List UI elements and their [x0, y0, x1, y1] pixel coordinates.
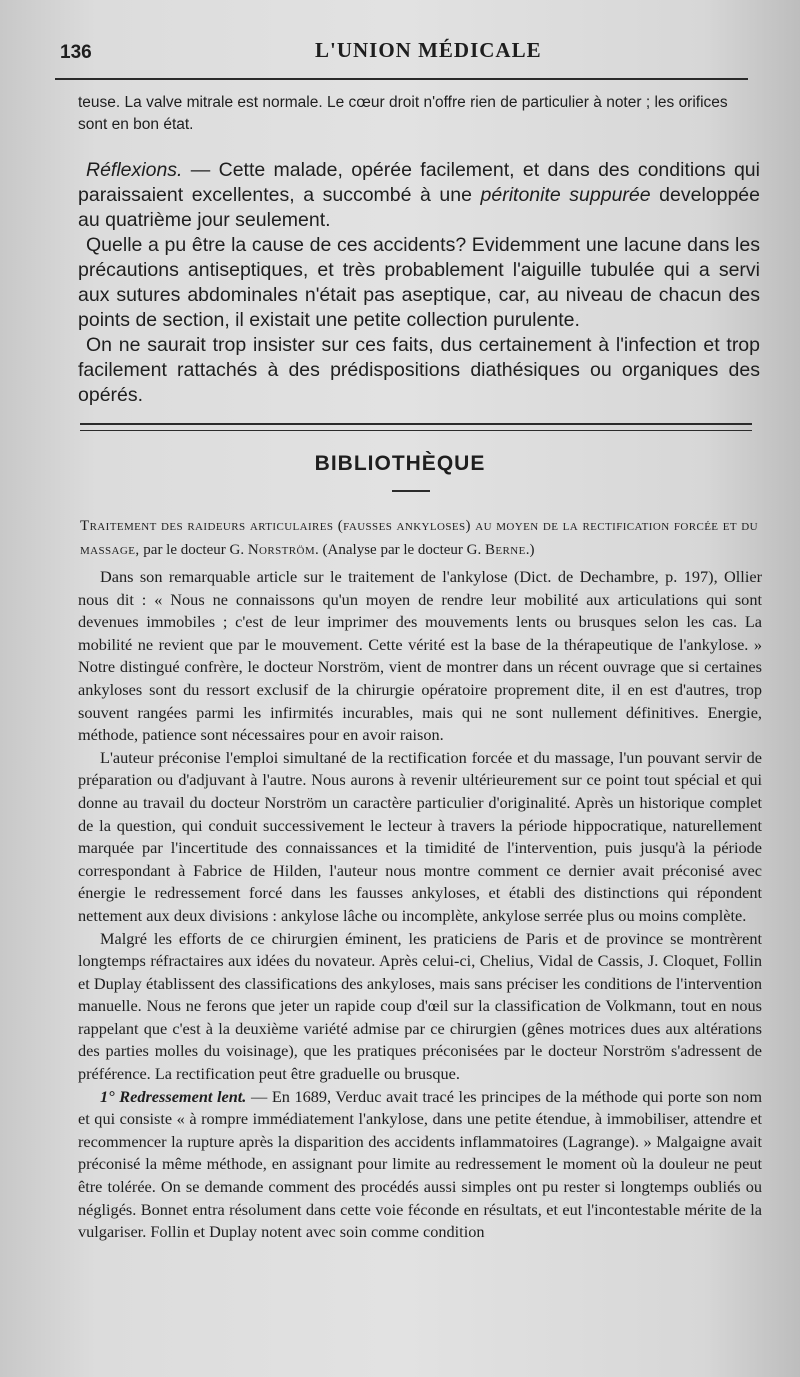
article-heading-byline: par le docteur G. — [139, 542, 248, 558]
reflexions-paragraph-2: Quelle a pu être la cause de ces accidents? Evidemment une lacune dans les précautions antiseptiques, et très probablement l'aiguille tubulée qui a servi aux sutures abdominales n'était pas aseptique, car, au niveau de chacun des points de section, il existait une petite collection purulente. — [78, 234, 760, 331]
article-subheading: 1° Redressement lent. — [100, 1086, 247, 1106]
reflexions-block — [78, 158, 760, 408]
article-heading — [80, 514, 758, 562]
section-title: BIBLIOTHÈQUE — [314, 452, 486, 475]
section-rule-top — [80, 423, 752, 425]
article-body — [78, 566, 762, 1244]
top-paragraph-block — [78, 92, 760, 136]
article-paragraph: L'auteur préconise l'emploi simultané de la rectification forcée et du massage, l'un pouvant servir de préparation ou d'adjuvant à l'autre. Nous aurons à revenir ultérieurement sur ce point tout spécial et qui donne au travail du docteur Norström un caractère particulier d'originalité. Après un historique complet de la question, qui conduit successivement le lecteur à travers la période hippocratique, naturellement marquée par l'incertitude des connaissances et la timidité de l'intervention, puis jusqu'à la période correspondant à Fabrice de Hilden, l'auteur nous montre comment ce dernier avait préconisé avec énergie le redressement forcé dans les fausses ankyloses, et établi des distinctions qui répondent nettement aux deux divisions : ankylose lâche ou incomplète, ankylose serrée plus ou moins complète. — [78, 747, 762, 925]
article-paragraph-last — [78, 1086, 762, 1244]
article-paragraph-last-text: — En 1689, Verduc avait tracé les principes de la méthode qui porte son nom et qui consiste « à rompre immédiatement l'ankylose, dans une petite étendue, à immobiliser, attendre et recommencer la rupture après la disparition des accidents inflammatoires (Lagrange). » Malgaigne avait préconisé la même méthode, en assignant pour limite au redressement le moment où la douleur ne peut être tolérée. On se demande comment des procédés aussi simples ont pu rester si longtemps oubliés ou négligés. Bonnet entra résolument dans cette voie féconde en résultats, et eut l'incontestable mérite de la vulgariser. Follin et Duplay notent avec soin comme condition — [78, 1086, 762, 1242]
reflexions-paragraph-3: On ne saurait trop insister sur ces faits, dus certainement à l'infection et trop facilement rattachés à des prédispositions diathésiques ou organiques des opérés. — [78, 334, 760, 406]
reflexions-text-1-end: developpée au quatrième jour seulement. — [78, 184, 760, 231]
article-reviewer: Berne — [484, 542, 526, 558]
article-author: Norström — [247, 542, 316, 558]
page-number: 136 — [60, 42, 92, 63]
reflexions-lead: Réflexions. — [86, 159, 183, 181]
top-paragraph: teuse. La valve mitrale est normale. Le cœur droit n'offre rien de particulier à noter ; les orifices sont en bon état. — [78, 94, 728, 133]
page-header — [60, 36, 755, 76]
article-paragraph: Dans son remarquable article sur le traitement de l'ankylose (Dict. de Dechambre, p. 197), Ollier nous dit : « Nous ne connaissons qu'un moyen de rendre leur mobilité aux articulations qui sont devenues immobiles ; c'est de leur imprimer des mouvements lents ou brusques selon les cas. La mobilité ne revient que par le mouvement. Cette vérité est la base de la thérapeutique de l'ankylose. » Notre distingué confrère, le docteur Norström, vient de montrer dans un récent ouvrage que si certaines ankyloses sont du ressort exclusif de la chirurgie opératoire proprement dite, il en est d'autres, trop souvent rangées parmi les infirmités incurables, mais qui ne sont nullement définitives. Energie, méthode, patience sont nécessaires pour en avoir raison. — [78, 567, 762, 745]
article-heading-analysis: . (Analyse par le docteur G. — [315, 542, 485, 558]
running-title: L'UNION MÉDICALE — [315, 38, 542, 62]
reflexions-text-1: — Cette malade, opérée facilement, et dans des conditions qui paraissaient excellentes, a succombé à une — [78, 159, 760, 206]
reflexions-paragraph-1 — [78, 158, 760, 233]
article-paragraph: Malgré les efforts de ce chirurgien éminent, les praticiens de Paris et de province se montrèrent longtemps réfractaires aux idées du novateur. Après celui-ci, Chelius, Vidal de Cassis, J. Cloquet, Follin et Duplay établissent des classifications des ankyloses, mais sans préciser les conditions de l'intervention manuelle. Nous ne ferons que jeter un rapide coup d'œil sur la classification de Volkmann, tout en nous rappelant que c'est à la deuxième variété admise par ce chirurgien (gênes motrices dues aux altérations des parties molles du voisinage), que les pratiques préconisées par le docteur Norström s'adressent de préférence. La rectification peut être graduelle ou brusque. — [78, 928, 762, 1084]
section-rule-bottom — [80, 430, 752, 431]
article-title: Traitement des raideurs articulaires (fausses ankyloses) au moyen de la rectification forcée et du massage, — [80, 518, 758, 558]
article-heading-close: .) — [525, 542, 535, 558]
reflexions-italic-term: péritonite suppurée — [480, 184, 651, 206]
section-title-dash — [392, 490, 430, 492]
header-rule — [55, 78, 748, 80]
